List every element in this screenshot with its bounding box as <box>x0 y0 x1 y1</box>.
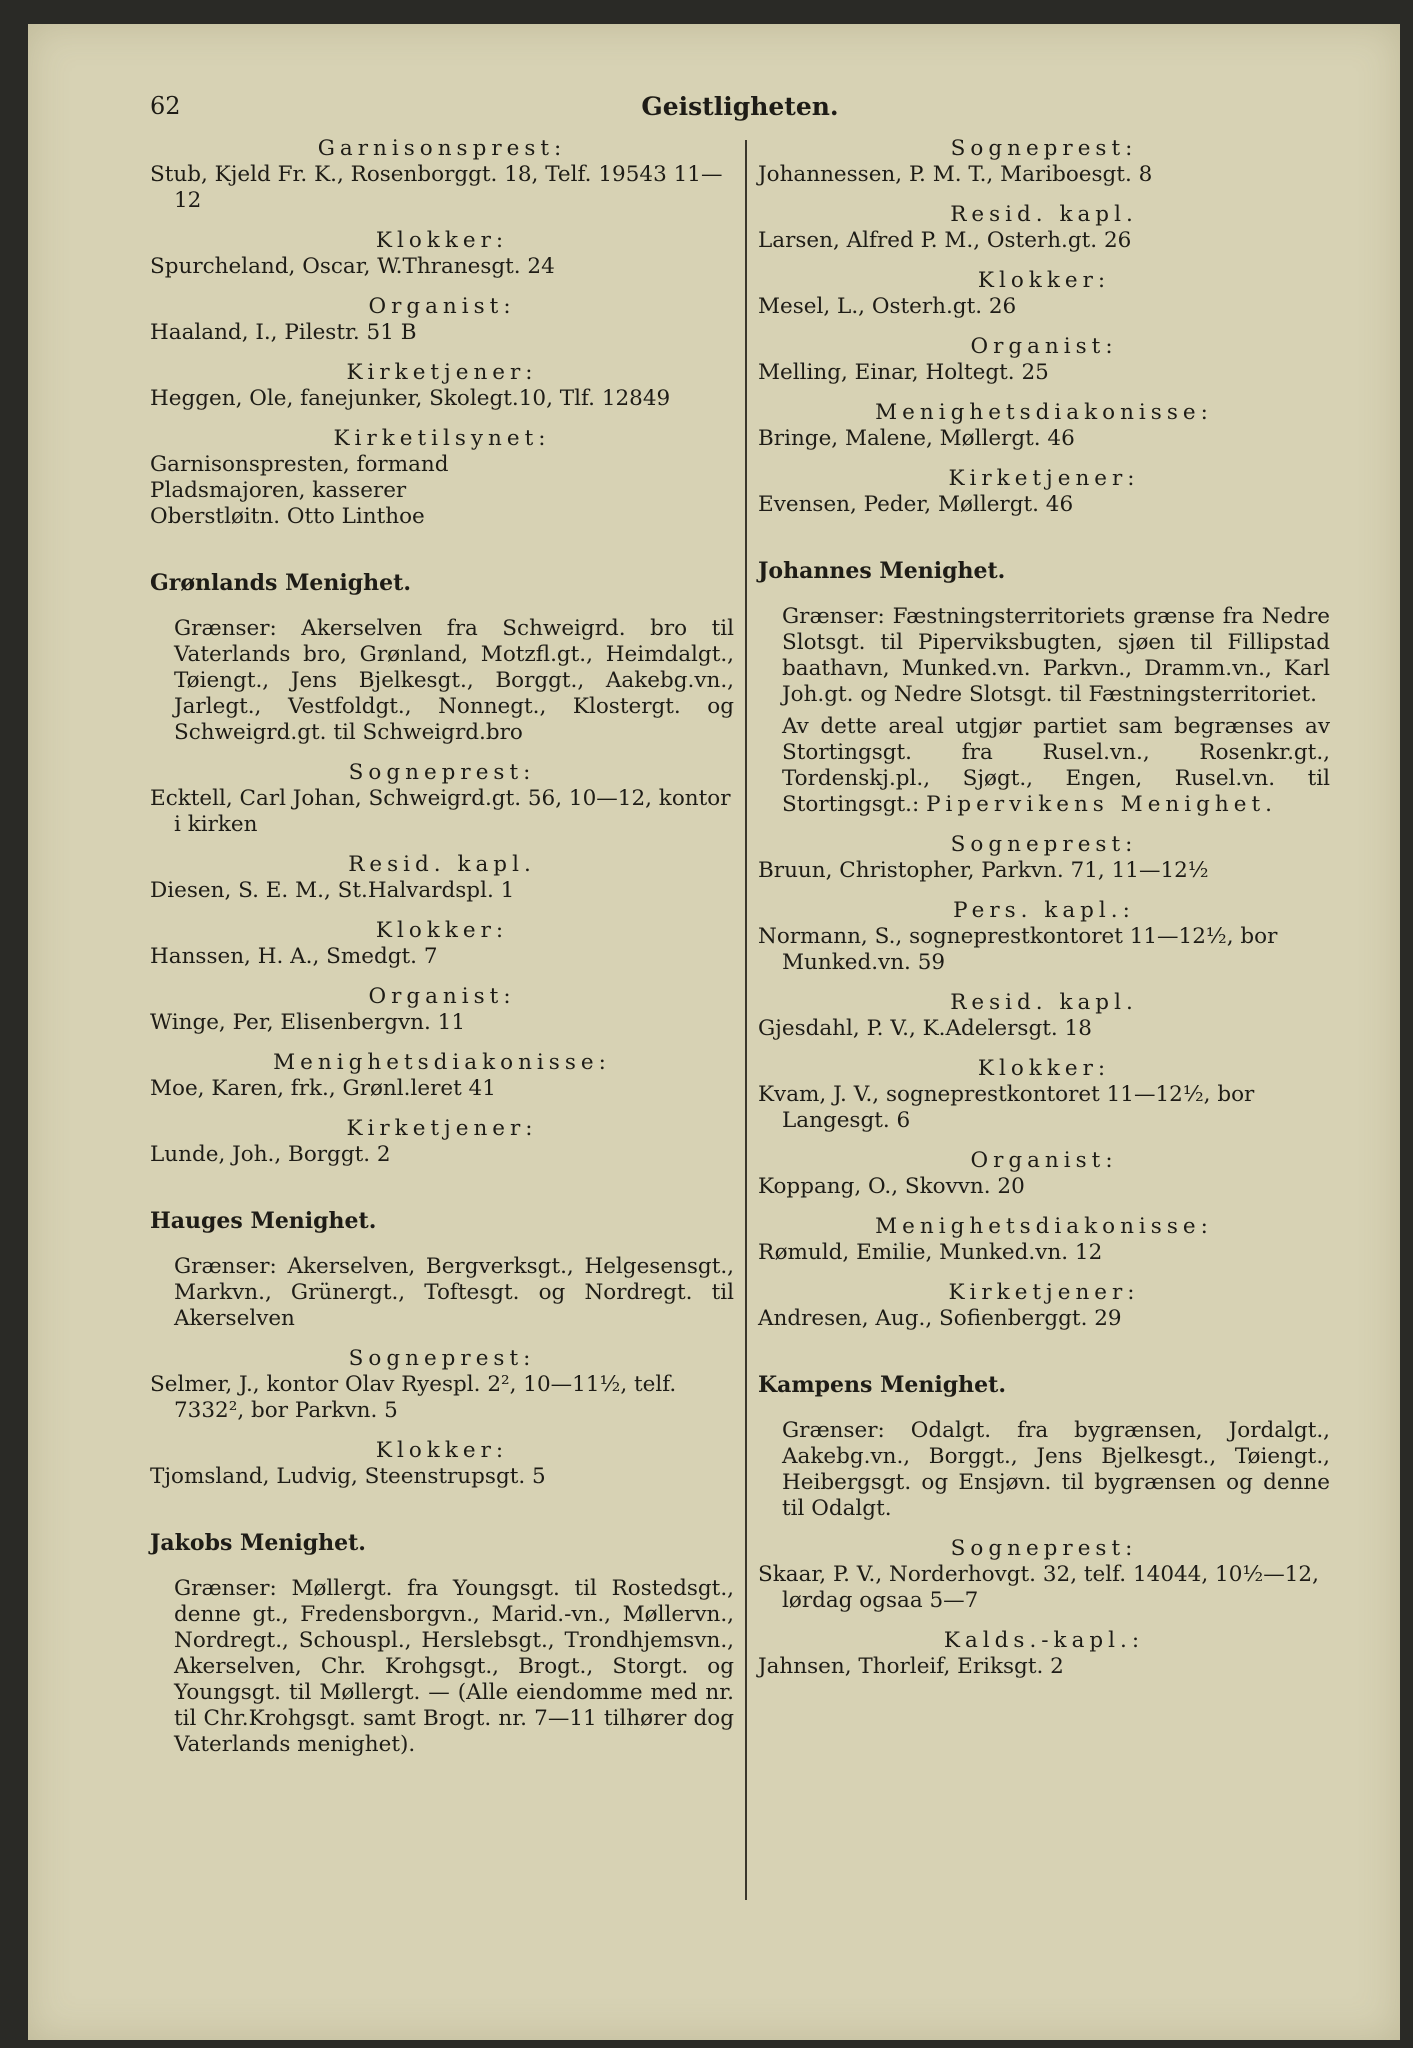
role-heading: Sogneprest: <box>348 1346 536 1371</box>
entry: Ecktell, Carl Johan, Schweigrd.gt. 56, 10—12, kontor i kirken <box>150 786 731 837</box>
entry: Jahnsen, Thorleif, Eriksgt. 2 <box>758 1654 1064 1679</box>
role-heading: Kirketjener: <box>948 1280 1140 1305</box>
entry: Pladsmajoren, kasserer <box>150 478 407 503</box>
parish-bounds: Grænser: Akerselven, Bergverksgt., Helgesensgt., Markvn., Grünergt., Toftesgt. og Nordregt. til Akerselven <box>174 1254 734 1331</box>
entry: Gjesdahl, P. V., K.Adelersgt. 18 <box>758 1016 1092 1041</box>
entry: Evensen, Peder, Møllergt. 46 <box>758 492 1074 517</box>
role-heading: Sogneprest: <box>348 760 536 785</box>
entry: Selmer, J., kontor Olav Ryespl. 2², 10—11½, telf. 7332², bor Parkvn. 5 <box>150 1372 677 1423</box>
entry: Lunde, Joh., Borggt. 2 <box>150 1142 391 1167</box>
role-heading: Klokker: <box>977 1056 1111 1081</box>
parish-heading: Jakobs Menighet. <box>150 1530 366 1556</box>
entry: Diesen, S. E. M., St.Halvardspl. 1 <box>150 878 515 903</box>
entry: Winge, Per, Elisenbergvn. 11 <box>150 1010 466 1035</box>
entry: Garnisonspresten, formand <box>150 452 449 477</box>
bounds-note-text: Av dette areal utgjør partiet sam begrænses av Stortingsgt. fra Rusel.vn., Rosenkr.gt., Tordenskj.pl., Sjøgt., Engen, Rusel.vn. til Stortingsgt.: <box>782 714 1330 817</box>
entry: Johannessen, P. M. T., Mariboesgt. 8 <box>758 162 1153 187</box>
parish-heading: Johannes Menighet. <box>758 558 1006 584</box>
entry: Larsen, Alfred P. M., Osterh.gt. 26 <box>758 228 1132 253</box>
page-number: 62 <box>150 92 181 120</box>
entry: Koppang, O., Skovvn. 20 <box>758 1174 1025 1199</box>
parish-heading: Hauges Menighet. <box>150 1208 377 1234</box>
entry: Heggen, Ole, fanejunker, Skolegt.10, Tlf. 12849 <box>150 386 671 411</box>
role-heading: Kirketjener: <box>346 360 538 385</box>
running-title: Geistligheten. <box>641 92 839 121</box>
entry: Tjomsland, Ludvig, Steenstrupsgt. 5 <box>150 1464 546 1489</box>
role-heading: Sogneprest: <box>950 1536 1138 1561</box>
role-heading: Sogneprest: <box>950 832 1138 857</box>
page-header <box>150 92 1330 132</box>
entry: Hanssen, H. A., Smedgt. 7 <box>150 944 438 969</box>
entry: Stub, Kjeld Fr. K., Rosenborggt. 18, Telf. 19543 11—12 <box>150 162 723 213</box>
bounds-note-parish: Pipervikens Menighet. <box>926 792 1277 817</box>
parish-heading: Kampens Menighet. <box>758 1372 1006 1398</box>
parish-bounds: Grænser: Møllergt. fra Youngsgt. til Rostedsgt., denne gt., Fredensborgvn., Marid.-vn., Møllervn., Nordregt., Schouspl., Herslebsgt., Trondhjemsvn., Akerselven, Chr. Krohgsgt., Brogt., Storgt. og Youngsgt. til Møllergt. — (Alle eiendomme med nr. til Chr.Krohgsgt. samt Brogt. nr. 7—11 tilhører dog Vaterlands menighet). <box>174 1576 734 1757</box>
column-divider <box>745 140 747 1900</box>
entry: Skaar, P. V., Norderhovgt. 32, telf. 14044, 10½—12, lørdag ogsaa 5—7 <box>758 1562 1319 1613</box>
role-heading: Pers. kapl.: <box>953 898 1135 923</box>
role-heading: Kirketjener: <box>948 466 1140 491</box>
role-heading: Garnisonsprest: <box>317 136 567 161</box>
role-heading: Kalds.-kapl.: <box>943 1628 1145 1653</box>
entry: Haaland, I., Pilestr. 51 B <box>150 320 417 345</box>
right-column <box>758 136 1330 1680</box>
entry: Bruun, Christopher, Parkvn. 71, 11—12½ <box>758 858 1209 883</box>
role-heading: Organist: <box>368 984 516 1009</box>
left-column <box>150 136 734 1764</box>
role-heading: Resid. kapl. <box>348 852 536 877</box>
role-heading: Resid. kapl. <box>950 202 1138 227</box>
entry: Spurcheland, Oscar, W.Thranesgt. 24 <box>150 254 555 279</box>
entry: Kvam, J. V., sogneprestkontoret 11—12½, bor Langesgt. 6 <box>758 1082 1255 1133</box>
role-heading: Kirketilsynet: <box>333 426 551 451</box>
entry: Oberstløitn. Otto Linthoe <box>150 504 425 529</box>
parish-bounds: Grænser: Fæstningsterritoriets grænse fra Nedre Slotsgt. til Piperviksbugten, sjøen til Fillipstad baathavn, Munked.vn. Parkvn., Dramm.vn., Karl Joh.gt. og Nedre Slotsgt. til Fæstningsterritoriet. <box>782 604 1330 707</box>
entry: Bringe, Malene, Møllergt. 46 <box>758 426 1075 451</box>
role-heading: Klokker: <box>375 918 509 943</box>
role-heading: Organist: <box>368 294 516 319</box>
role-heading: Kirketjener: <box>346 1116 538 1141</box>
role-heading: Klokker: <box>375 1438 509 1463</box>
parish-heading: Grønlands Menighet. <box>150 570 411 596</box>
role-heading: Organist: <box>970 334 1118 359</box>
role-heading: Resid. kapl. <box>950 990 1138 1015</box>
entry: Mesel, L., Osterh.gt. 26 <box>758 294 1017 319</box>
parish-bounds: Grænser: Akerselven fra Schweigrd. bro til Vaterlands bro, Grønland, Motzfl.gt., Heimdalgt., Tøiengt., Jens Bjelkesgt., Borggt., Aakebg.vn., Jarlegt., Vestfoldgt., Nonnegt., Klostergt. og Schweigrd.gt. til Schweigrd.bro <box>174 616 734 745</box>
role-heading: Klokker: <box>375 228 509 253</box>
entry: Melling, Einar, Holtegt. 25 <box>758 360 1049 385</box>
role-heading: Menighetsdiakonisse: <box>273 1050 611 1075</box>
entry: Normann, S., sogneprestkontoret 11—12½, bor Munked.vn. 59 <box>758 924 1278 975</box>
role-heading: Klokker: <box>977 268 1111 293</box>
entry: Rømuld, Emilie, Munked.vn. 12 <box>758 1240 1103 1265</box>
entry: Moe, Karen, frk., Grønl.leret 41 <box>150 1076 496 1101</box>
role-heading: Menighetsdiakonisse: <box>875 1214 1213 1239</box>
role-heading: Organist: <box>970 1148 1118 1173</box>
entry: Andresen, Aug., Sofienberggt. 29 <box>758 1306 1122 1331</box>
role-heading: Menighetsdiakonisse: <box>875 400 1213 425</box>
role-heading: Sogneprest: <box>950 136 1138 161</box>
parish-bounds-note <box>758 714 1330 818</box>
parish-bounds: Grænser: Odalgt. fra bygrænsen, Jordalgt., Aakebg.vn., Borggt., Jens Bjelkesgt., Tøiengt., Heibergsgt. og Ensjøvn. til bygrænsen og denne til Odalgt. <box>782 1418 1330 1521</box>
